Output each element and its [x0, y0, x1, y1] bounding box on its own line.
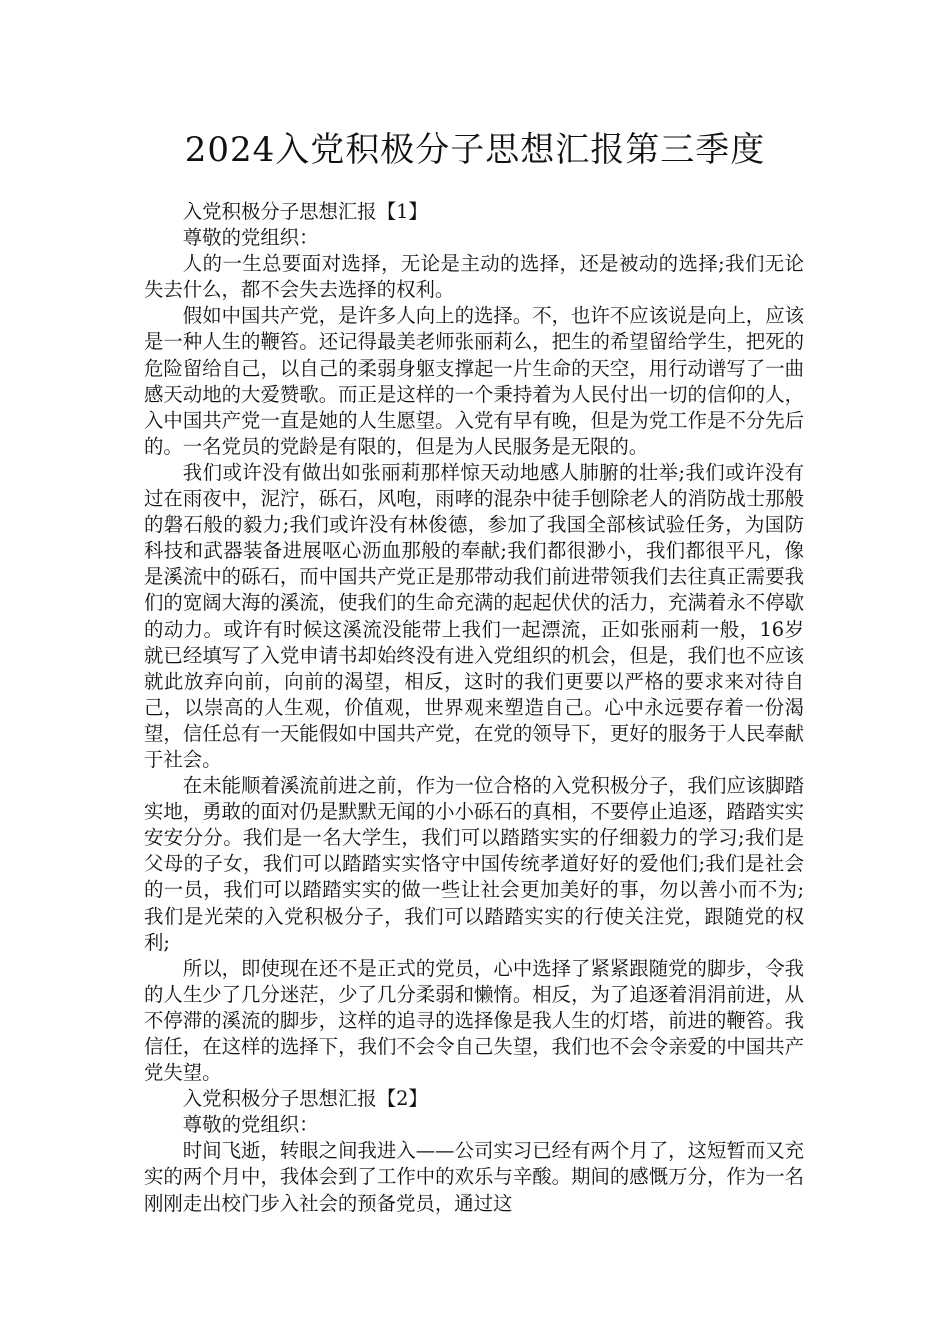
section-heading-2: 入党积极分子思想汇报【2】 [182, 1087, 428, 1111]
salutation-1: 尊敬的党组织： [182, 226, 319, 250]
paragraph: 所以，即使现在还不是正式的党员，心中选择了紧紧跟随党的脚步，令我的人生少了几分迷茫，少了几分柔弱和懒惰。相反，为了追逐着涓涓前进，从不停滞的溪流的脚步，这样的追寻的选择像是我人生的灯塔，前进的鞭笞。我信任，在这样的选择下，我们不会令自己失望，我们也不会令亲爱的中国共产党失望。 [144, 956, 804, 1085]
document-title: 2024入党积极分子思想汇报第三季度 [184, 130, 766, 170]
paragraph: 在未能顺着溪流前进之前，作为一位合格的入党积极分子，我们应该脚踏实地，勇敢的面对仍是默默无闻的小小砾石的真相，不要停止追逐，踏踏实实安安分分。我们是一名大学生，我们可以踏踏实实的仔细毅力的学习;我们是父母的子女，我们可以踏踏实实恪守中国传统孝道好好的爱他们;我们是社会的一员，我们可以踏踏实实的做一些让社会更加美好的事，勿以善小而不为;我们是光荣的入党积极分子，我们可以踏踏实实的行使关注党，跟随党的权利; [144, 774, 804, 954]
document-body [144, 199, 804, 1217]
paragraph: 假如中国共产党，是许多人向上的选择。不，也许不应该说是向上，应该是一种人生的鞭笞。还记得最美老师张丽莉么，把生的希望留给学生，把死的危险留给自己，以自己的柔弱身躯支撑起一片生命的天空，用行动谱写了一曲感天动地的大爱赞歌。而正是这样的一个秉持着为人民付出一切的信仰的人，入中国共产党一直是她的人生愿望。入党有早有晚，但是为党工作是不分先后的。一名党员的党龄是有限的，但是为人民服务是无限的。 [144, 304, 804, 458]
salutation-2: 尊敬的党组织： [182, 1113, 319, 1137]
paragraph: 我们或许没有做出如张丽莉那样惊天动地感人肺腑的壮举;我们或许没有过在雨夜中，泥泞，砾石，风咆，雨哮的混杂中徒手刨除老人的消防战士那般的磐石般的毅力;我们或许没有林俊德，参加了我国全部核试验任务，为国防科技和武器装备进展呕心沥血那般的奉献;我们都很渺小，我们都很平凡，像是溪流中的砾石，而中国共产党正是那带动我们前进带领我们去往真正需要我们的宽阔大海的溪流，使我们的生命充满的起起伏伏的活力，充满着永不停歇的动力。或许有时候这溪流没能带上我们一起漂流，正如张丽莉一般，16岁就已经填写了入党申请书却始终没有进入党组织的机会，但是，我们也不应该就此放弃向前，向前的渴望，相反，这时的我们更要以严格的要求来对待自己，以崇高的人生观，价值观，世界观来塑造自己。心中永远要存着一份渴望，信任总有一天能假如中国共产党，在党的领导下，更好的服务于人民奉献于社会。 [144, 460, 804, 771]
paragraph: 时间飞逝，转眼之间我进入——公司实习已经有两个月了，这短暂而又充实的两个月中，我体会到了工作中的欢乐与辛酸。期间的感慨万分，作为一名刚刚走出校门步入社会的预备党员，通过这 [144, 1139, 804, 1215]
section-heading-1: 入党积极分子思想汇报【1】 [182, 200, 428, 223]
paragraph: 人的一生总要面对选择，无论是主动的选择，还是被动的选择;我们无论失去什么，都不会失去选择的权利。 [144, 252, 804, 302]
